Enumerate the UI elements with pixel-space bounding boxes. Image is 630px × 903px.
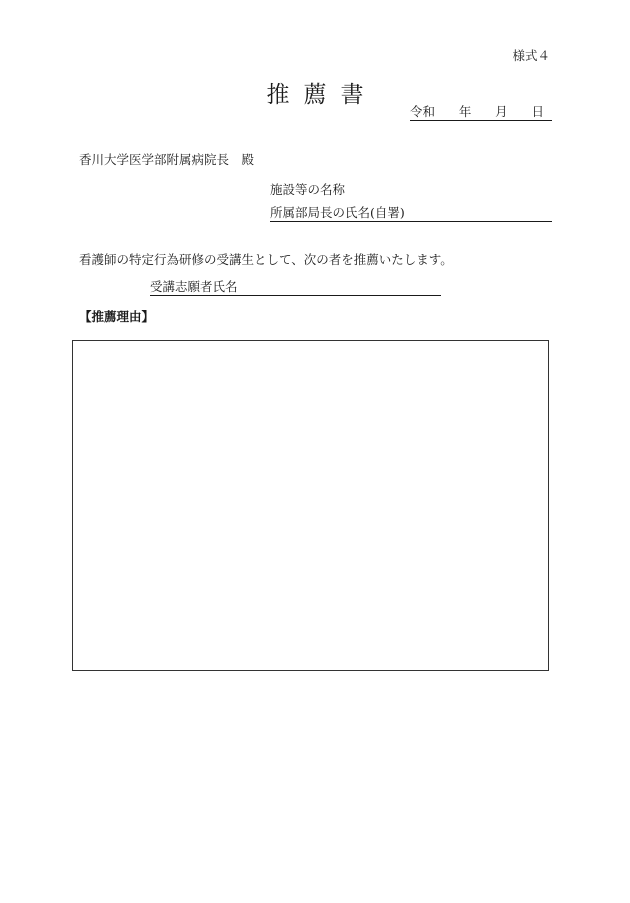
addressee: 香川大学医学部附属病院長 殿 — [79, 152, 255, 167]
applicant-name-field[interactable] — [150, 279, 441, 296]
facility-name-label: 施設等の名称 — [270, 182, 346, 197]
department-head-signature-field[interactable] — [270, 205, 552, 222]
form-number: 様式４ — [512, 48, 550, 63]
reason-text-area[interactable] — [72, 340, 549, 671]
date-year-label: 年 — [458, 104, 472, 119]
date-month-label: 月 — [495, 104, 508, 119]
recommendation-statement: 看護師の特定行為研修の受講生として、次の者を推薦いたします。 — [79, 252, 453, 267]
date-era: 令和 — [410, 104, 436, 119]
date-day-label: 日 — [531, 104, 544, 119]
date-field[interactable] — [410, 104, 552, 121]
applicant-name-label: 受講志願者氏名 — [150, 279, 238, 294]
department-head-label: 所属部局長の氏名(自署) — [270, 205, 405, 220]
reason-heading: 【推薦理由】 — [79, 309, 155, 324]
document-title: 推薦書 — [266, 82, 378, 108]
